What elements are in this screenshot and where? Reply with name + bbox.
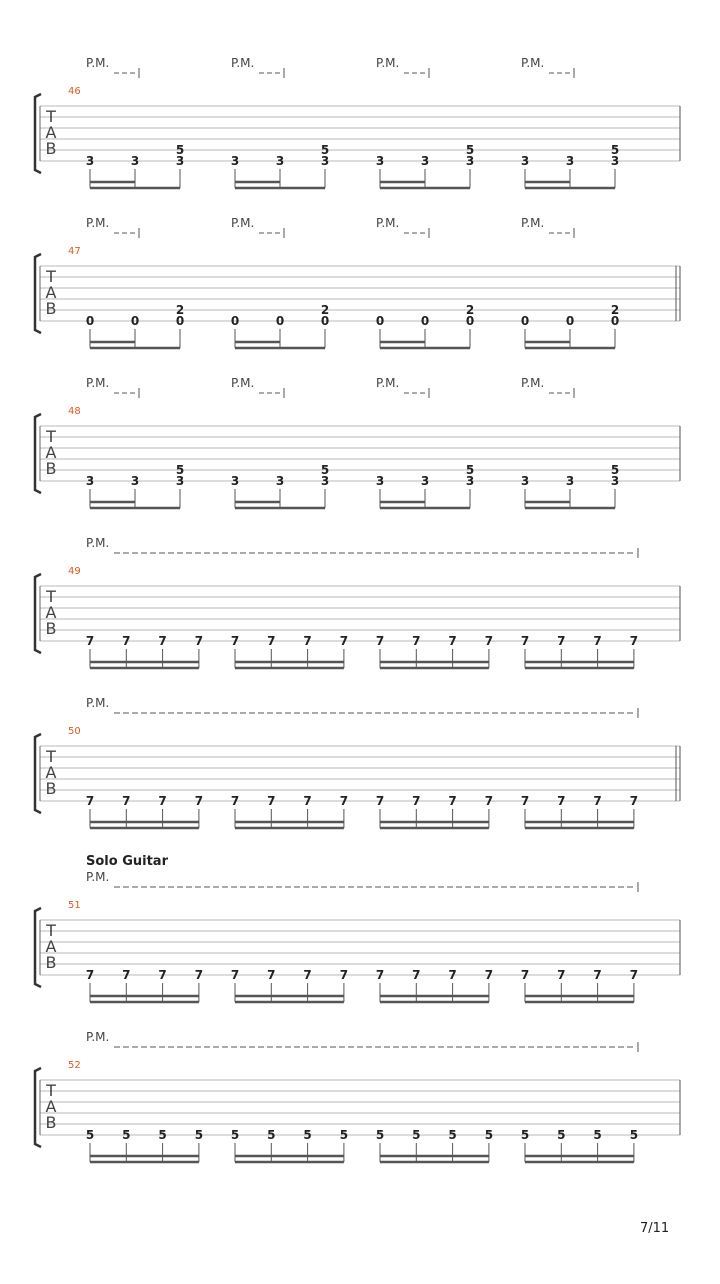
fret-number: 5 — [175, 463, 185, 477]
tab-clef-letter-b: B — [45, 1113, 57, 1132]
fret-number: 7 — [303, 634, 312, 648]
fret-number: 7 — [122, 634, 131, 648]
fret-number: 7 — [593, 968, 602, 982]
measure-number: 47 — [68, 246, 81, 257]
palm-mute-label: P.M. — [376, 56, 400, 70]
fret-number: 5 — [320, 463, 330, 477]
fret-number: 7 — [122, 968, 131, 982]
tab-clef-letter-b: B — [45, 953, 57, 972]
fret-number: 3 — [130, 474, 140, 488]
palm-mute-label: P.M. — [231, 216, 255, 230]
section-label-solo-guitar: Solo Guitar — [86, 854, 168, 869]
tab-clef-letter-t: T — [46, 587, 56, 606]
tab-clef-letter-b: B — [45, 619, 57, 638]
system-46 — [35, 56, 680, 188]
fret-number: 7 — [85, 794, 95, 808]
fret-number: 5 — [230, 1128, 240, 1142]
fret-number: 3 — [230, 154, 240, 168]
measure-number: 48 — [68, 406, 81, 417]
fret-number: 3 — [465, 154, 475, 168]
tab-clef-letter-b: B — [45, 139, 57, 158]
fret-number: 0 — [420, 314, 430, 328]
tab-clef-letter-b: B — [45, 459, 57, 478]
system-50 — [35, 696, 680, 828]
fret-number: 0 — [85, 314, 95, 328]
fret-number: 7 — [557, 794, 566, 808]
fret-number: 7 — [520, 634, 530, 648]
fret-number: 7 — [629, 794, 639, 808]
fret-number: 5 — [610, 143, 620, 157]
fret-number: 3 — [275, 154, 285, 168]
tab-clef-letter-a: A — [45, 603, 57, 622]
fret-number: 5 — [122, 1128, 131, 1142]
fret-number: 3 — [520, 154, 530, 168]
fret-number: 3 — [610, 474, 620, 488]
fret-number: 2 — [175, 303, 185, 317]
fret-number: 7 — [158, 968, 167, 982]
system-51 — [35, 870, 680, 1002]
system-48 — [35, 376, 680, 508]
fret-number: 3 — [230, 474, 240, 488]
palm-mute-label: P.M. — [86, 536, 110, 550]
measure-number: 52 — [68, 1060, 81, 1071]
fret-number: 3 — [375, 154, 385, 168]
fret-number: 7 — [448, 968, 457, 982]
fret-number: 3 — [465, 474, 475, 488]
fret-number: 0 — [275, 314, 285, 328]
palm-mute-label: P.M. — [86, 870, 110, 884]
tab-clef-letter-b: B — [45, 779, 57, 798]
fret-number: 5 — [85, 1128, 95, 1142]
fret-number: 7 — [194, 634, 204, 648]
fret-number: 5 — [303, 1128, 312, 1142]
tab-clef-letter-a: A — [45, 763, 57, 782]
fret-number: 7 — [412, 634, 421, 648]
tab-clef-letter-a: A — [45, 1097, 57, 1116]
tab-clef-letter-t: T — [46, 267, 56, 286]
fret-number: 7 — [484, 634, 494, 648]
fret-number: 3 — [610, 154, 620, 168]
fret-number: 7 — [158, 634, 167, 648]
palm-mute-label: P.M. — [521, 56, 545, 70]
measure-number: 46 — [68, 86, 81, 97]
fret-number: 7 — [339, 794, 349, 808]
tab-clef-letter-t: T — [46, 921, 56, 940]
tab-clef-letter-b: B — [45, 299, 57, 318]
fret-number: 0 — [520, 314, 530, 328]
fret-number: 7 — [412, 968, 421, 982]
fret-number: 7 — [629, 634, 639, 648]
fret-number: 3 — [320, 154, 330, 168]
measure-number: 50 — [68, 726, 81, 737]
tab-clef-letter-a: A — [45, 937, 57, 956]
system-49 — [35, 536, 680, 668]
fret-number: 7 — [158, 794, 167, 808]
tab-clef-letter-a: A — [45, 443, 57, 462]
measure-number: 51 — [68, 900, 81, 911]
fret-number: 5 — [375, 1128, 385, 1142]
measure-number: 49 — [68, 566, 81, 577]
palm-mute-label: P.M. — [86, 56, 110, 70]
palm-mute-label: P.M. — [376, 376, 400, 390]
fret-number: 0 — [130, 314, 140, 328]
fret-number: 7 — [629, 968, 639, 982]
fret-number: 7 — [339, 634, 349, 648]
fret-number: 5 — [520, 1128, 530, 1142]
palm-mute-label: P.M. — [231, 376, 255, 390]
tab-clef-letter-a: A — [45, 283, 57, 302]
fret-number: 5 — [267, 1128, 276, 1142]
fret-number: 5 — [194, 1128, 204, 1142]
fret-number: 7 — [520, 794, 530, 808]
fret-number: 0 — [375, 314, 385, 328]
palm-mute-label: P.M. — [86, 376, 110, 390]
fret-number: 5 — [412, 1128, 421, 1142]
fret-number: 3 — [85, 474, 95, 488]
fret-number: 7 — [267, 794, 276, 808]
fret-number: 3 — [175, 474, 185, 488]
tab-clef-letter-t: T — [46, 107, 56, 126]
fret-number: 3 — [130, 154, 140, 168]
fret-number: 0 — [465, 314, 475, 328]
fret-number: 7 — [267, 968, 276, 982]
fret-number: 0 — [175, 314, 185, 328]
fret-number: 0 — [565, 314, 575, 328]
page-number: 7/11 — [640, 1221, 670, 1236]
fret-number: 7 — [557, 634, 566, 648]
fret-number: 2 — [610, 303, 620, 317]
fret-number: 7 — [484, 968, 494, 982]
fret-number: 5 — [484, 1128, 494, 1142]
fret-number: 7 — [412, 794, 421, 808]
fret-number: 5 — [320, 143, 330, 157]
fret-number: 5 — [629, 1128, 639, 1142]
palm-mute-label: P.M. — [376, 216, 400, 230]
tab-clef-letter-t: T — [46, 427, 56, 446]
fret-number: 2 — [465, 303, 475, 317]
fret-number: 3 — [275, 474, 285, 488]
fret-number: 7 — [230, 968, 240, 982]
fret-number: 5 — [339, 1128, 349, 1142]
palm-mute-label: P.M. — [521, 376, 545, 390]
fret-number: 3 — [375, 474, 385, 488]
fret-number: 0 — [610, 314, 620, 328]
fret-number: 5 — [448, 1128, 457, 1142]
fret-number: 7 — [375, 968, 385, 982]
fret-number: 7 — [267, 634, 276, 648]
fret-number: 7 — [375, 634, 385, 648]
fret-number: 7 — [520, 968, 530, 982]
fret-number: 7 — [448, 794, 457, 808]
palm-mute-label: P.M. — [86, 1030, 110, 1044]
palm-mute-label: P.M. — [521, 216, 545, 230]
fret-number: 7 — [194, 968, 204, 982]
fret-number: 3 — [565, 154, 575, 168]
fret-number: 7 — [593, 794, 602, 808]
fret-number: 7 — [448, 634, 457, 648]
fret-number: 7 — [339, 968, 349, 982]
fret-number: 5 — [465, 463, 475, 477]
system-52 — [35, 1030, 680, 1162]
fret-number: 7 — [85, 968, 95, 982]
tab-clef-letter-t: T — [46, 1081, 56, 1100]
fret-number: 7 — [194, 794, 204, 808]
palm-mute-label: P.M. — [86, 696, 110, 710]
fret-number: 3 — [320, 474, 330, 488]
fret-number: 5 — [557, 1128, 566, 1142]
fret-number: 5 — [465, 143, 475, 157]
fret-number: 3 — [420, 474, 430, 488]
fret-number: 7 — [303, 794, 312, 808]
palm-mute-label: P.M. — [231, 56, 255, 70]
fret-number: 7 — [122, 794, 131, 808]
system-47 — [35, 216, 680, 348]
fret-number: 0 — [230, 314, 240, 328]
fret-number: 0 — [320, 314, 330, 328]
fret-number: 7 — [557, 968, 566, 982]
fret-number: 5 — [158, 1128, 167, 1142]
fret-number: 3 — [520, 474, 530, 488]
tab-clef-letter-t: T — [46, 747, 56, 766]
palm-mute-label: P.M. — [86, 216, 110, 230]
fret-number: 7 — [375, 794, 385, 808]
fret-number: 3 — [175, 154, 185, 168]
fret-number: 5 — [593, 1128, 602, 1142]
fret-number: 7 — [230, 634, 240, 648]
fret-number: 3 — [420, 154, 430, 168]
fret-number: 7 — [593, 634, 602, 648]
fret-number: 7 — [230, 794, 240, 808]
fret-number: 7 — [484, 794, 494, 808]
fret-number: 2 — [320, 303, 330, 317]
tab-clef-letter-a: A — [45, 123, 57, 142]
fret-number: 3 — [565, 474, 575, 488]
fret-number: 5 — [610, 463, 620, 477]
fret-number: 7 — [303, 968, 312, 982]
fret-number: 3 — [85, 154, 95, 168]
fret-number: 5 — [175, 143, 185, 157]
fret-number: 7 — [85, 634, 95, 648]
